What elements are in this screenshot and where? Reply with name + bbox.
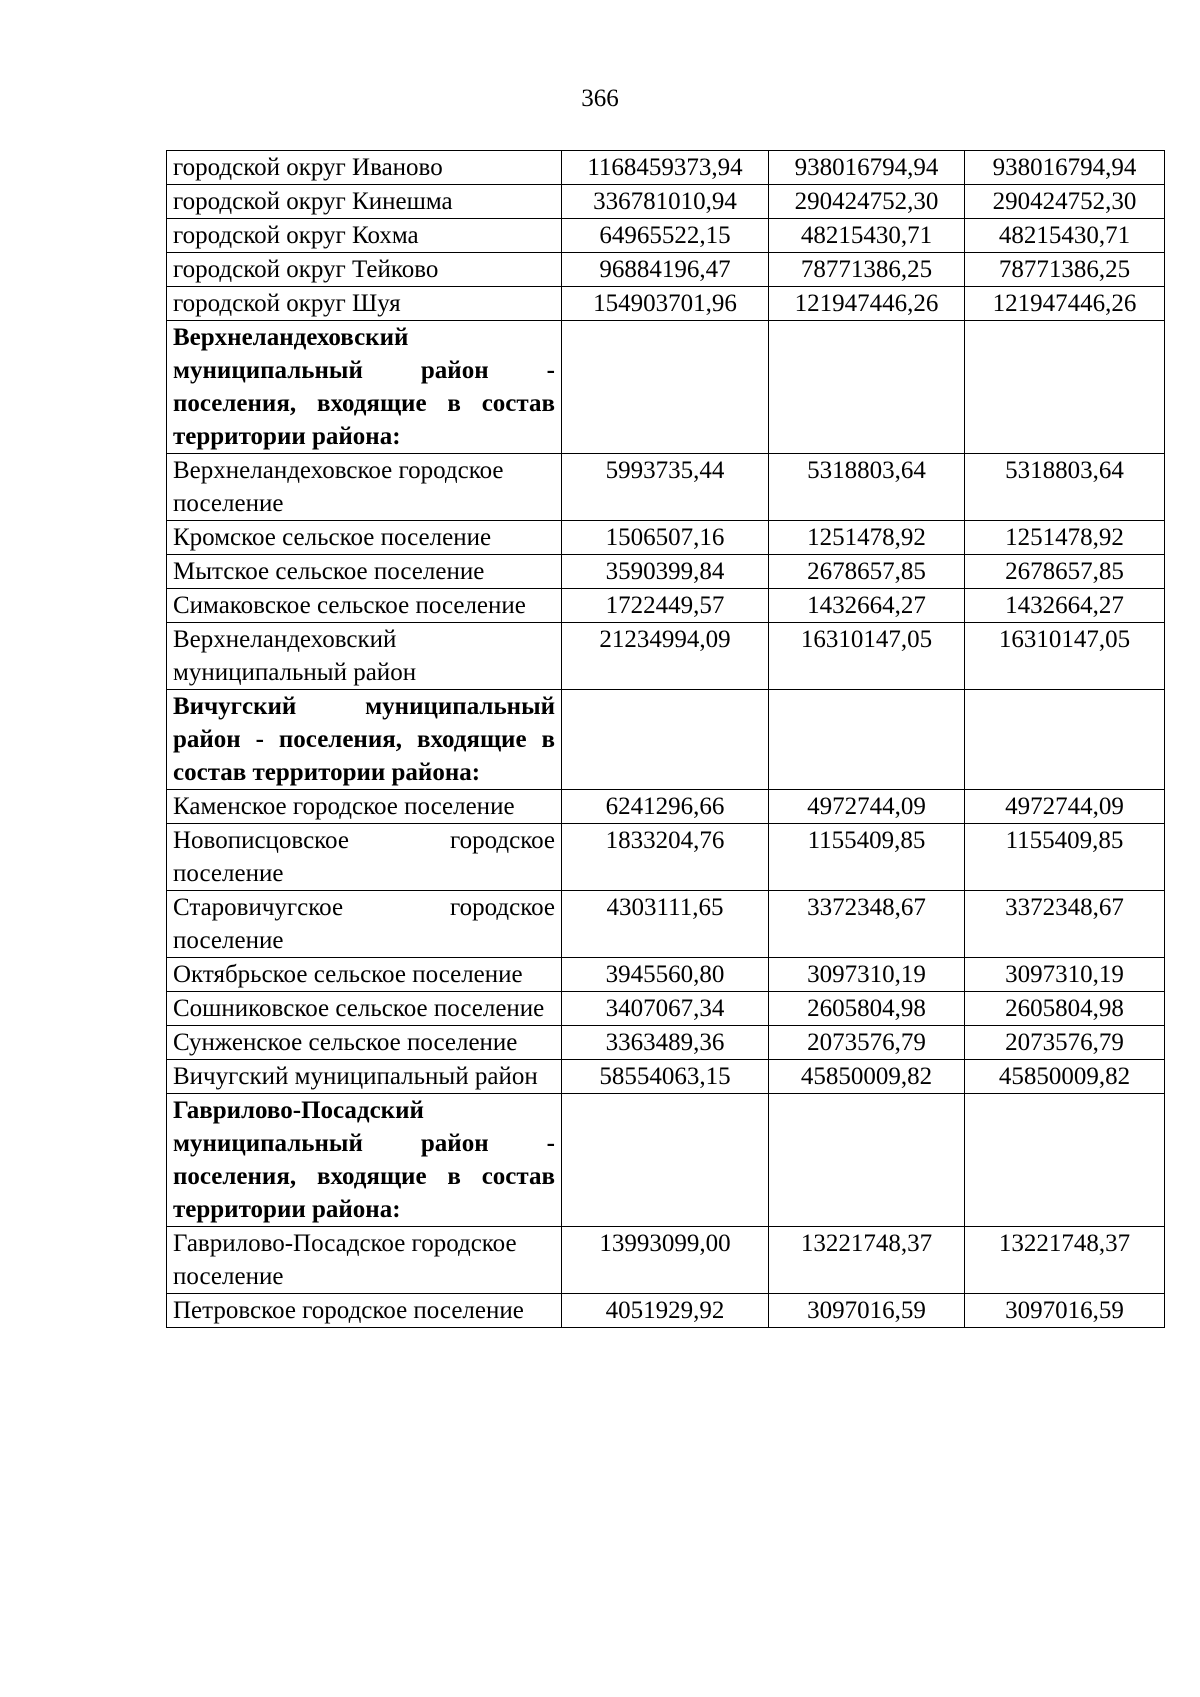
amount-cell-2: 78771386,25 [769,253,965,287]
amount-cell-2: 1155409,85 [769,824,965,891]
amount-cell-3: 16310147,05 [965,623,1165,690]
table-row [167,454,1165,521]
amount-cell-1: 3590399,84 [562,555,769,589]
amount-cell-2: 4972744,09 [769,790,965,824]
amount-cell-1: 96884196,47 [562,253,769,287]
amount-cell-1: 1168459373,94 [562,151,769,185]
territory-name-cell: Сунженское сельское поселение [167,1026,562,1060]
amount-cell-1: 3407067,34 [562,992,769,1026]
territory-name-cell: Кромское сельское поселение [167,521,562,555]
amount-cell-2 [769,321,965,454]
amount-cell-1: 64965522,15 [562,219,769,253]
page-number: 366 [581,85,619,112]
table-row [167,219,1165,253]
amount-cell-2: 2605804,98 [769,992,965,1026]
amount-cell-1: 13993099,00 [562,1227,769,1294]
table-row [167,790,1165,824]
territory-name-cell: Петровское городское поселение [167,1294,562,1328]
amount-cell-1: 1722449,57 [562,589,769,623]
amount-cell-2: 16310147,05 [769,623,965,690]
amount-cell-2: 290424752,30 [769,185,965,219]
amount-cell-3 [965,321,1165,454]
amount-cell-1 [562,321,769,454]
amount-cell-1: 58554063,15 [562,1060,769,1094]
territory-name-cell: Старовичугское городское поселение [167,891,562,958]
amount-cell-1: 154903701,96 [562,287,769,321]
table-row [167,1294,1165,1328]
amount-cell-1 [562,1094,769,1227]
territory-name-cell: городской округ Иваново [167,151,562,185]
amount-cell-1: 3363489,36 [562,1026,769,1060]
amount-cell-3: 121947446,26 [965,287,1165,321]
amount-cell-3: 2678657,85 [965,555,1165,589]
territory-name-cell: Верхнеландеховское городское поселение [167,454,562,521]
amount-cell-3: 13221748,37 [965,1227,1165,1294]
amount-cell-2: 3097310,19 [769,958,965,992]
amount-cell-3: 1251478,92 [965,521,1165,555]
amount-cell-2: 2073576,79 [769,1026,965,1060]
amount-cell-3: 2605804,98 [965,992,1165,1026]
section-header-cell: Гаврилово-Посадский муниципальный район - поселения, входящие в состав территории района: [167,1094,562,1227]
amount-cell-1: 1833204,76 [562,824,769,891]
table-row [167,521,1165,555]
territory-name-cell: городской округ Кинешма [167,185,562,219]
amount-cell-2: 5318803,64 [769,454,965,521]
table-row [167,555,1165,589]
territory-name-cell: Гаврилово-Посадское городское поселение [167,1227,562,1294]
section-header-cell: Верхнеландеховский муниципальный район - поселения, входящие в состав территории района: [167,321,562,454]
table-row [167,185,1165,219]
amount-cell-2 [769,690,965,790]
amount-cell-3: 1432664,27 [965,589,1165,623]
table-row [167,1026,1165,1060]
territory-name-cell: Симаковское сельское поселение [167,589,562,623]
amount-cell-3: 4972744,09 [965,790,1165,824]
amount-cell-1: 5993735,44 [562,454,769,521]
territory-name-cell: Новописцовское городское поселение [167,824,562,891]
amount-cell-3: 3372348,67 [965,891,1165,958]
table-row [167,824,1165,891]
table-row [167,891,1165,958]
amount-cell-1: 1506507,16 [562,521,769,555]
amount-cell-2: 1432664,27 [769,589,965,623]
amount-cell-1: 6241296,66 [562,790,769,824]
territory-name-cell: Каменское городское поселение [167,790,562,824]
amount-cell-3 [965,690,1165,790]
amount-cell-2: 45850009,82 [769,1060,965,1094]
amount-cell-1: 21234994,09 [562,623,769,690]
amount-cell-2: 938016794,94 [769,151,965,185]
amount-cell-2: 3097016,59 [769,1294,965,1328]
amount-cell-2: 48215430,71 [769,219,965,253]
territory-name-cell: городской округ Шуя [167,287,562,321]
amount-cell-2: 3372348,67 [769,891,965,958]
amount-cell-3: 2073576,79 [965,1026,1165,1060]
amount-cell-3: 3097016,59 [965,1294,1165,1328]
section-header-cell: Вичугский муниципальный район - поселения, входящие в состав территории района: [167,690,562,790]
amount-cell-3: 1155409,85 [965,824,1165,891]
amount-cell-3: 5318803,64 [965,454,1165,521]
territory-name-cell: городской округ Кохма [167,219,562,253]
amount-cell-3: 78771386,25 [965,253,1165,287]
table-row [167,151,1165,185]
budget-table [166,150,1165,1328]
table-row [167,958,1165,992]
territory-name-cell: Мытское сельское поселение [167,555,562,589]
amount-cell-1: 3945560,80 [562,958,769,992]
amount-cell-3 [965,1094,1165,1227]
amount-cell-1: 4303111,65 [562,891,769,958]
territory-name-cell: Верхнеландеховский муниципальный район [167,623,562,690]
territory-name-cell: городской округ Тейково [167,253,562,287]
amount-cell-2: 13221748,37 [769,1227,965,1294]
section-header-row [167,1094,1165,1227]
amount-cell-3: 938016794,94 [965,151,1165,185]
table-row [167,992,1165,1026]
territory-name-cell: Сошниковское сельское поселение [167,992,562,1026]
table-body [167,151,1165,1328]
amount-cell-2: 1251478,92 [769,521,965,555]
table-row [167,1060,1165,1094]
table-row [167,287,1165,321]
table-row [167,253,1165,287]
amount-cell-2 [769,1094,965,1227]
table-row [167,589,1165,623]
amount-cell-1: 336781010,94 [562,185,769,219]
territory-name-cell: Октябрьское сельское поселение [167,958,562,992]
table-row [167,1227,1165,1294]
amount-cell-2: 2678657,85 [769,555,965,589]
section-header-row [167,321,1165,454]
amount-cell-3: 45850009,82 [965,1060,1165,1094]
amount-cell-3: 290424752,30 [965,185,1165,219]
amount-cell-1: 4051929,92 [562,1294,769,1328]
territory-name-cell: Вичугский муниципальный район [167,1060,562,1094]
amount-cell-3: 48215430,71 [965,219,1165,253]
amount-cell-1 [562,690,769,790]
table-row [167,623,1165,690]
section-header-row [167,690,1165,790]
amount-cell-2: 121947446,26 [769,287,965,321]
amount-cell-3: 3097310,19 [965,958,1165,992]
